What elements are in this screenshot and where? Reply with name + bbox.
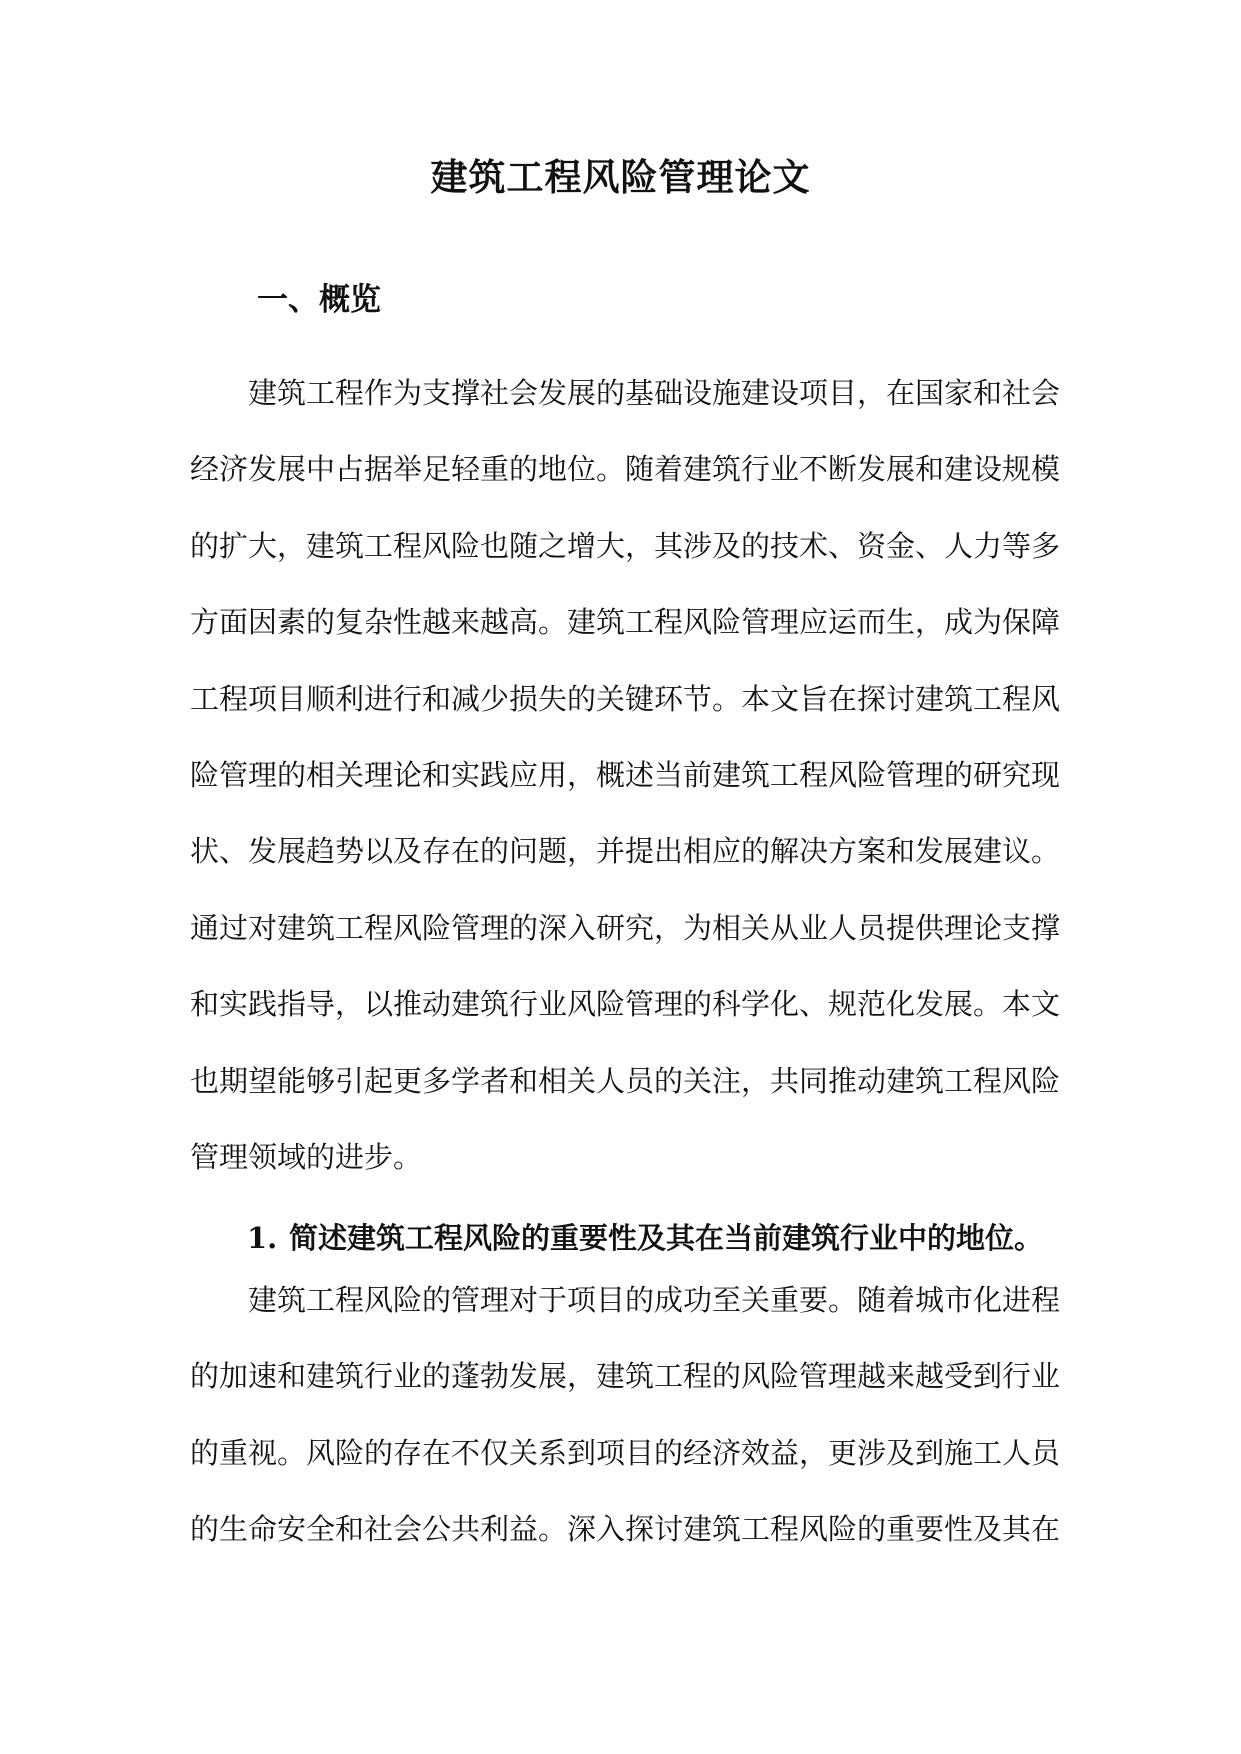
paragraph-line: 建筑工程风险的管理对于项目的成功至关重要。随着城市化进程 [248, 1283, 1061, 1317]
paragraph-line: 的扩大，建筑工程风险也随之增大，其涉及的技术、资金、人力等多 [190, 528, 1061, 563]
paragraph-line: 经济发展中占据举足轻重的地位。随着建筑行业不断发展和建设规模 [190, 452, 1061, 487]
document-title: 建筑工程风险管理论文 [430, 155, 811, 199]
subheading-importance [247, 1218, 1043, 1258]
paragraph-line: 工程项目顺利进行和减少损失的关键环节。本文旨在探讨建筑工程风 [190, 681, 1061, 716]
paragraph-line: 建筑工程作为支撑社会发展的基础设施建设项目，在国家和社会 [248, 376, 1061, 410]
section-heading-overview: 一、概览 [257, 282, 381, 318]
paragraph-line: 通过对建筑工程风险管理的深入研究，为相关从业人员提供理论支撑 [190, 910, 1061, 945]
paragraph-line: 管理领域的进步。 [190, 1139, 423, 1174]
subheading-text: 简述建筑工程风险的重要性及其在当前建筑行业中的地位。 [289, 1221, 1044, 1255]
paragraph-line: 也期望能够引起更多学者和相关人员的关注，共同推动建筑工程风险 [190, 1063, 1061, 1098]
paragraph-line: 方面因素的复杂性越来越高。建筑工程风险管理应运而生，成为保障 [190, 605, 1061, 640]
paragraph-line: 和实践指导，以推动建筑行业风险管理的科学化、规范化发展。本文 [190, 987, 1061, 1022]
paragraph-overview [190, 355, 1060, 1195]
paragraph-line: 状、发展趋势以及存在的问题，并提出相应的解决方案和发展建议。 [190, 834, 1061, 869]
subheading-number: 1. [247, 1221, 278, 1255]
paragraph-line: 的生命安全和社会公共利益。深入探讨建筑工程风险的重要性及其在 [190, 1512, 1061, 1547]
paragraph-line: 的加速和建筑行业的蓬勃发展，建筑工程的风险管理越来越受到行业 [190, 1359, 1061, 1394]
paragraph-line: 的重视。风险的存在不仅关系到项目的经济效益，更涉及到施工人员 [190, 1435, 1061, 1470]
paragraph-importance [190, 1262, 1060, 1568]
paragraph-line: 险管理的相关理论和实践应用，概述当前建筑工程风险管理的研究现 [190, 757, 1061, 792]
